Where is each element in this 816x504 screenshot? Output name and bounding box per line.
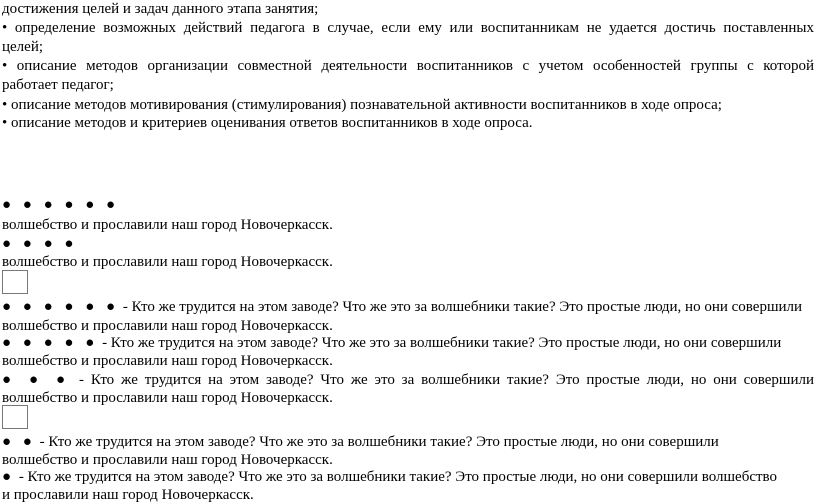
bullet-2-line2: работает педагог; xyxy=(2,77,114,93)
question-text-4: - Кто же трудится на этом заводе? Что же это за волшебники такие? Это простые люди, но они совершили xyxy=(35,434,719,450)
fragment-3 xyxy=(2,371,814,390)
fragment-2 xyxy=(2,433,814,452)
bullet-2-line1: • описание методов организации совместной деятельности воспитанников с учетом особенностей группы с которой xyxy=(2,58,814,74)
bullet-4: • описание методов и критериев оценивания ответов воспитанников в ходе опроса. xyxy=(2,115,533,131)
bullet-dots-6: ● ● ● ● ● ● xyxy=(2,197,120,213)
bullet-dots-6b: ● ● ● ● ● ● xyxy=(2,299,120,315)
fragment-tail-1: волшебство и прославили наш город Новочеркасск. xyxy=(2,217,333,233)
intro-line: достижения целей и задач данного этапа занятия; xyxy=(2,1,319,17)
empty-box-1 xyxy=(2,270,28,294)
fragment-tail-2: волшебство и прославили наш город Новочеркасск. xyxy=(2,254,333,270)
bullet-dots-3: ● ● ● xyxy=(2,372,73,388)
fragment-3-tail: волшебство и прославили наш город Новочеркасск. xyxy=(2,390,333,406)
fragment-5-tail: волшебство и прославили наш город Новочеркасск. xyxy=(2,353,333,369)
fragment-6-tail: волшебство и прославили наш город Новочеркасск. xyxy=(2,318,333,334)
fragment-1 xyxy=(2,468,814,487)
fragment-6 xyxy=(2,298,814,317)
bullet-dots-4: ● ● ● ● xyxy=(2,236,78,252)
bullet-1-line2: целей; xyxy=(2,39,44,55)
fragment-1-tail: и прославили наш город Новочеркасск. xyxy=(2,487,254,503)
question-text-3: - Кто же трудится на этом заводе? Что же это за волшебники такие? Это простые люди, но они совершили xyxy=(72,372,814,388)
bullet-dots-5: ● ● ● ● ● xyxy=(2,335,99,351)
empty-box-2 xyxy=(2,405,28,429)
question-text-2: - Кто же трудится на этом заводе? Что же это за волшебники такие? Это простые люди, но они совершили xyxy=(98,335,782,351)
bullet-dots-2: ● ● xyxy=(2,434,36,450)
question-text-5: - Кто же трудится на этом заводе? Что же это за волшебники такие? Это простые люди, но они совершили волшебство xyxy=(15,469,778,485)
fragment-5 xyxy=(2,334,814,353)
question-text-1: - Кто же трудится на этом заводе? Что же это за волшебники такие? Это простые люди, но они совершили xyxy=(119,299,803,315)
bullet-dots-1: ● xyxy=(2,469,16,485)
fragment-2-tail: волшебство и прославили наш город Новочеркасск. xyxy=(2,452,333,468)
bullet-1-line1: • определение возможных действий педагога в случае, если ему или воспитанникам не удается достичь поставленных xyxy=(2,20,814,36)
bullet-3: • описание методов мотивирования (стимулирования) познавательной активности воспитанников в ходе опроса; xyxy=(2,97,722,113)
